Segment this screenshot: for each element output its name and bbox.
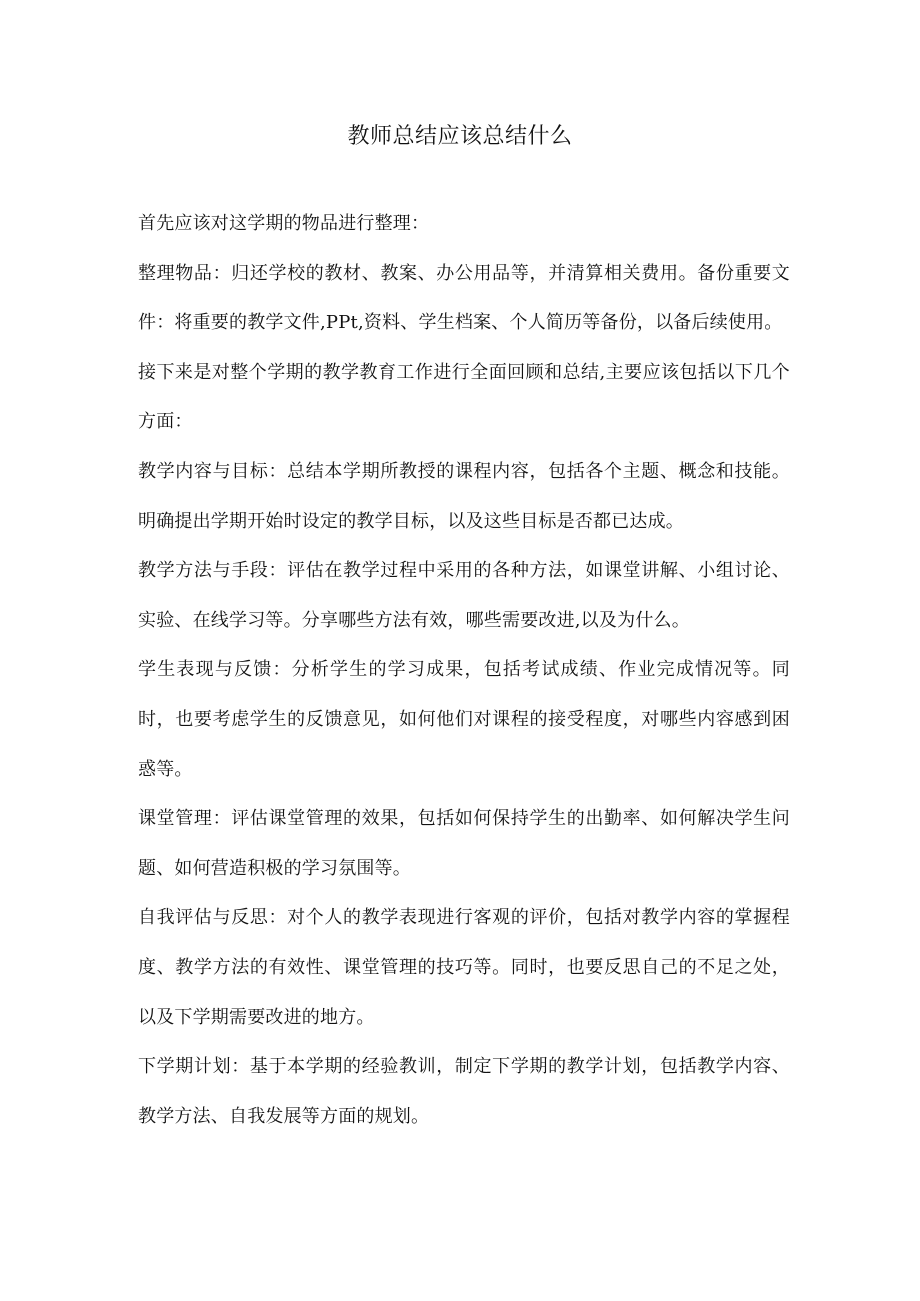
paragraph-self-evaluation: 自我评估与反思：对个人的教学表现进行客观的评价，包括对教学内容的掌握程度、教学方法的有效性、课堂管理的技巧等。同时，也要反思自己的不足之处，以及下学期需要改进的地方。 — [138, 907, 790, 1028]
document-body — [138, 199, 790, 1141]
paragraph-classroom-management: 课堂管理：评估课堂管理的效果，包括如何保持学生的出勤率、如何解决学生问题、如何营造积极的学习氛围等。 — [138, 808, 790, 879]
paragraph-organize-items: 整理物品：归还学校的教材、教案、办公用品等，并清算相关费用。备份重要文件：将重要的教学文件,PPt,资料、学生档案、个人简历等备份，以备后续使用。 — [138, 262, 790, 334]
paragraph-methods: 教学方法与手段：评估在教学过程中采用的各种方法，如课堂讲解、小组讨论、实验、在线学习等。分享哪些方法有效，哪些需要改进,以及为什么。 — [138, 560, 790, 631]
paragraph-student-performance: 学生表现与反馈：分析学生的学习成果，包括考试成绩、作业完成情况等。同时，也要考虑学生的反馈意见，如何他们对课程的接受程度，对哪些内容感到困惑等。 — [138, 659, 790, 780]
paragraph-intro: 首先应该对这学期的物品进行整理： — [138, 213, 430, 234]
document-title: 教师总结应该总结什么 — [347, 124, 573, 149]
paragraph-content-goals: 教学内容与目标：总结本学期所教授的课程内容，包括各个主题、概念和技能。明确提出学期开始时设定的教学目标，以及这些目标是否都已达成。 — [138, 460, 790, 532]
paragraph-review-intro: 接下来是对整个学期的教学教育工作进行全面回顾和总结,主要应该包括以下几个方面： — [138, 361, 790, 433]
paragraph-next-term-plan: 下学期计划：基于本学期的经验教训，制定下学期的教学计划，包括教学内容、教学方法、自我发展等方面的规划。 — [138, 1056, 790, 1127]
